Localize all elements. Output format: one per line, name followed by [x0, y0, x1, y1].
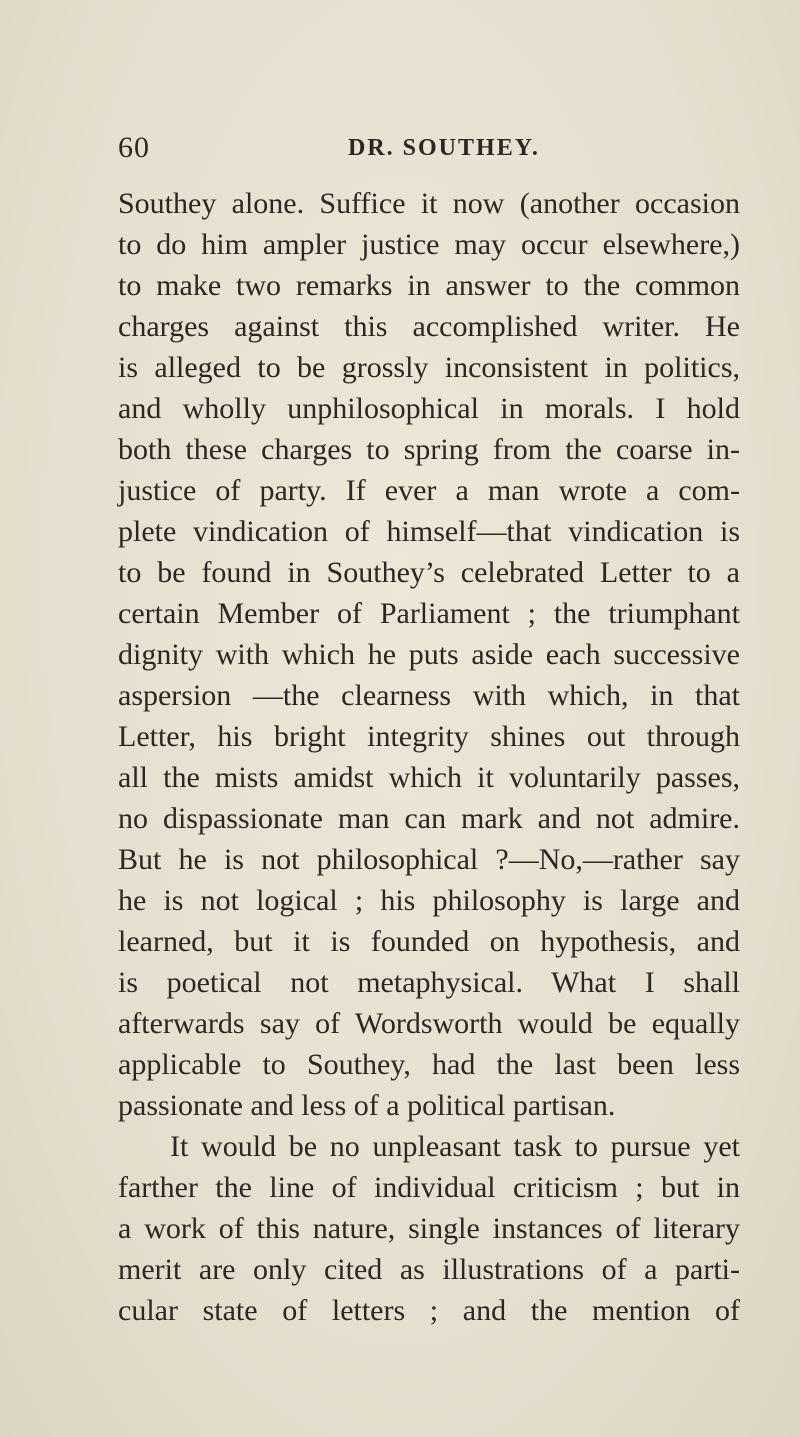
text-line: he is not logical ; his philosophy is large and — [118, 884, 740, 917]
text-line: It would be no unpleasant task to pursue yet — [170, 1130, 740, 1163]
text-line: Southey alone. Suffice it now (another occasion — [118, 187, 740, 220]
text-line: farther the line of individual criticism ; but in — [118, 1171, 740, 1204]
text-line: a work of this nature, single instances of literary — [118, 1212, 740, 1245]
text-line: applicable to Southey, had the last been less — [118, 1048, 740, 1081]
page-number: 60 — [118, 131, 150, 164]
text-line: to be found in Southey’s celebrated Letter to a — [118, 556, 740, 589]
text-line: learned, but it is founded on hypothesis, and — [118, 925, 740, 958]
text-line: merit are only cited as illustrations of a parti- — [118, 1253, 740, 1286]
text-line: to do him ampler justice may occur elsewhere,) — [118, 228, 740, 261]
text-line: cular state of letters ; and the mention of — [118, 1294, 740, 1327]
text-line: and wholly unphilosophical in morals. I hold — [118, 392, 740, 425]
text-line: But he is not philosophical ?—No,—rather say — [118, 843, 740, 876]
text-line: certain Member of Parliament ; the triumphant — [118, 597, 740, 630]
text-line: charges against this accomplished writer. He — [118, 310, 740, 343]
running-head — [118, 128, 738, 168]
text-line: both these charges to spring from the coarse in- — [118, 433, 740, 466]
text-line: to make two remarks in answer to the common — [118, 269, 740, 302]
text-line: justice of party. If ever a man wrote a com- — [118, 474, 740, 507]
text-line: afterwards say of Wordsworth would be equally — [118, 1007, 740, 1040]
text-line: Letter, his bright integrity shines out through — [118, 720, 740, 753]
running-title: DR. SOUTHEY. — [348, 135, 540, 161]
text-line: no dispassionate man can mark and not admire. — [118, 802, 740, 835]
text-line: dignity with which he puts aside each successive — [118, 638, 740, 671]
text-line: is poetical not metaphysical. What I shall — [118, 966, 740, 999]
text-line: plete vindication of himself—that vindication is — [118, 515, 740, 548]
text-line: passionate and less of a political partisan. — [118, 1089, 616, 1122]
text-line: all the mists amidst which it voluntarily passes, — [118, 761, 740, 794]
text-line: is alleged to be grossly inconsistent in politics, — [118, 351, 740, 384]
text-line: aspersion —the clearness with which, in that — [118, 679, 740, 712]
